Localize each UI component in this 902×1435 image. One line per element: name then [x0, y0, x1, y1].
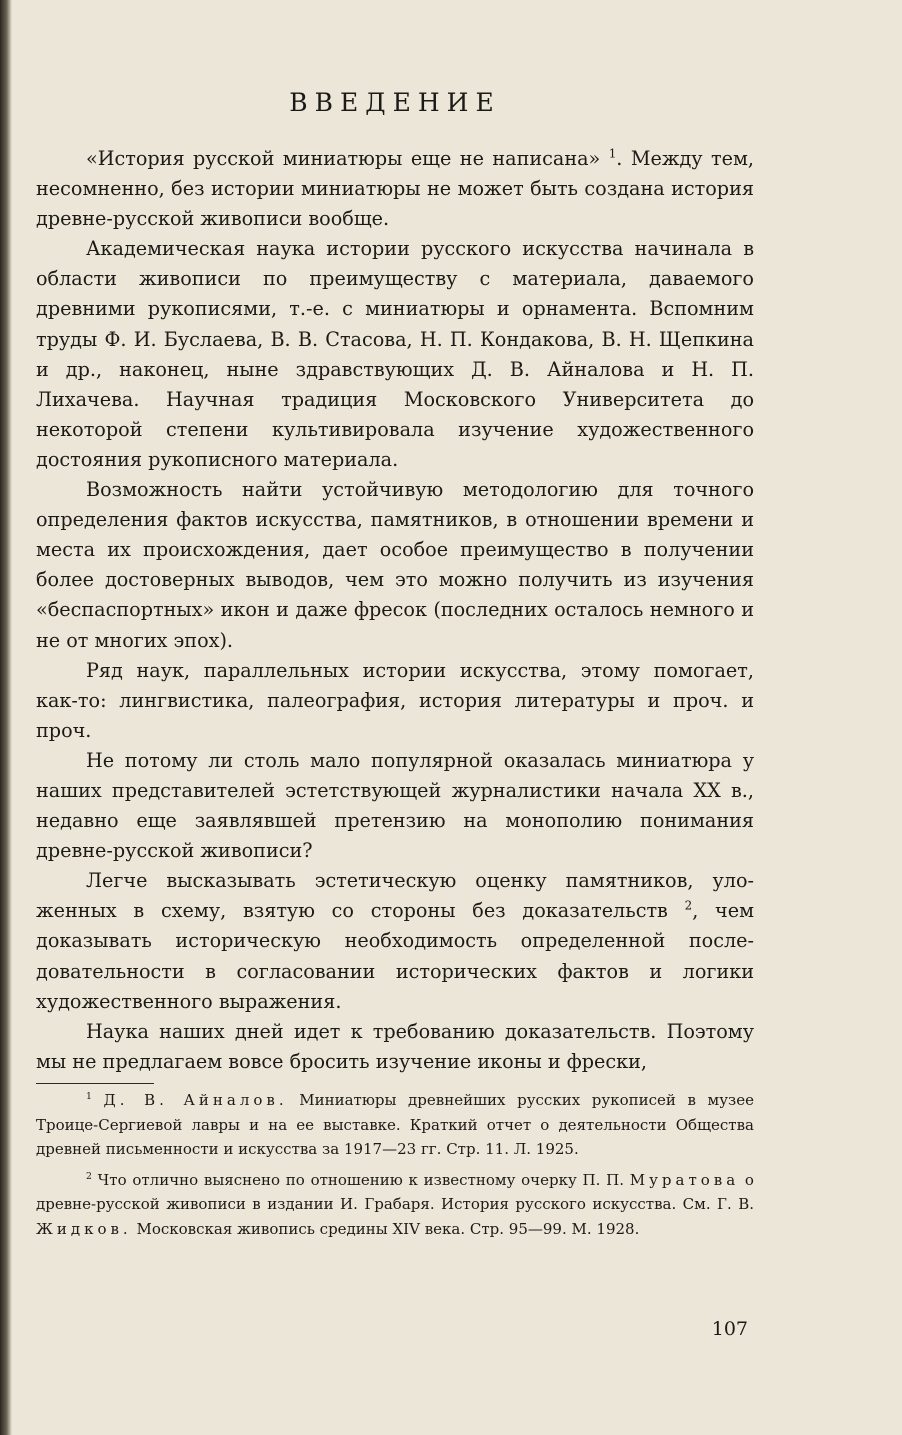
paragraph-5: Не потому ли столь мало популярной оказалась миниатюра у наших представителей эстетствующей журналистики начала XX в., недавно еще заявлявшей претензию на монополию понимания древне-русской живописи? [36, 748, 754, 863]
body-text [36, 144, 754, 1077]
footnote-divider [36, 1083, 154, 1084]
footnote-author: Муратова [629, 1170, 740, 1189]
footnote-ref-1[interactable]: 1 [608, 146, 617, 161]
footnotes [36, 1088, 754, 1248]
book-page [36, 0, 754, 1435]
footnote-2: $^2$ Что отлично выяснено по отношению к известному очерку П. П. Муратова о древне-русской живописи в издании И. Грабаря. История русского искусства. См. Г. В. Жидков. Московская живопись средины XIV века. Стр. 95—99. М. 1928. [36, 1170, 754, 1238]
page-title: ВВЕДЕНИЕ [289, 88, 501, 117]
footnote-ref-2[interactable]: 2 [684, 898, 693, 913]
paragraph-7: Наука наших дней идет к требованию доказательств. Поэтому мы не предлагаем вовсе бросить изучение иконы и фрески, [36, 1019, 754, 1073]
paragraph-3: Возможность найти устойчивую методологию для точного определения фактов искусства, памятников, в отношении времени и места их происхождения, дает особое преимущество в получении более достоверных выводов, чем это можно получить из изучения «беспаспортных» икон и даже фресок (последних осталось немного и не от многих эпох). [36, 478, 754, 652]
paragraph-1: «История русской миниатюры еще не написана» $^1$. Между тем, несомненно, без истории миниатюры не может быть создана история древне-русской живописи вообще. [36, 146, 754, 231]
footnote-mark-1: 1 [86, 1091, 92, 1102]
book-spine-shadow [0, 0, 12, 1435]
paragraph-4: Ряд наук, параллельных истории искусства, этому помогает, как-то: лингвистика, палеография, история литературы и проч. и проч. [36, 658, 754, 742]
footnote-mark-2: 2 [86, 1170, 92, 1182]
footnote-1: $^1$ Д. В. Айналов. Миниатюры древнейших русских рукописей в музее Троице-Сергиевой лавры и на ее выставке. Краткий отчет о деятельности Общества древней письменности и искусства за 1917—23 гг. Стр. 11. Л. 1925. [36, 1091, 754, 1159]
footnote-author: Жидков. [36, 1219, 132, 1238]
paragraph-6: Легче высказывать эстетическую оценку памятников, уложенных в схему, взятую со стороны без доказательств $^2$, чем доказывать историческую необходимость определенной последовательности в согласовании исторических фактов и логики художественного выражения. [36, 869, 754, 1013]
paragraph-2: Академическая наука истории русского искусства начинала в области живописи по преимуществу с материала, даваемого древними рукописями, т.-е. с миниатюры и орнамента. Вспомним труды Ф. И. Буслаева, В. В. Стасова, Н. П. Кондакова, В. Н. Щепкина и др., наконец, ныне здравствующих Д. В. Айналова и Н. П. Лихачева. Научная традиция Московского Университета до некоторой степени культивировала изучение художественного достояния рукописного материала. [36, 237, 754, 471]
page-number: 107 [711, 1318, 748, 1340]
footnote-author: Д. В. Айналов. [103, 1091, 288, 1109]
